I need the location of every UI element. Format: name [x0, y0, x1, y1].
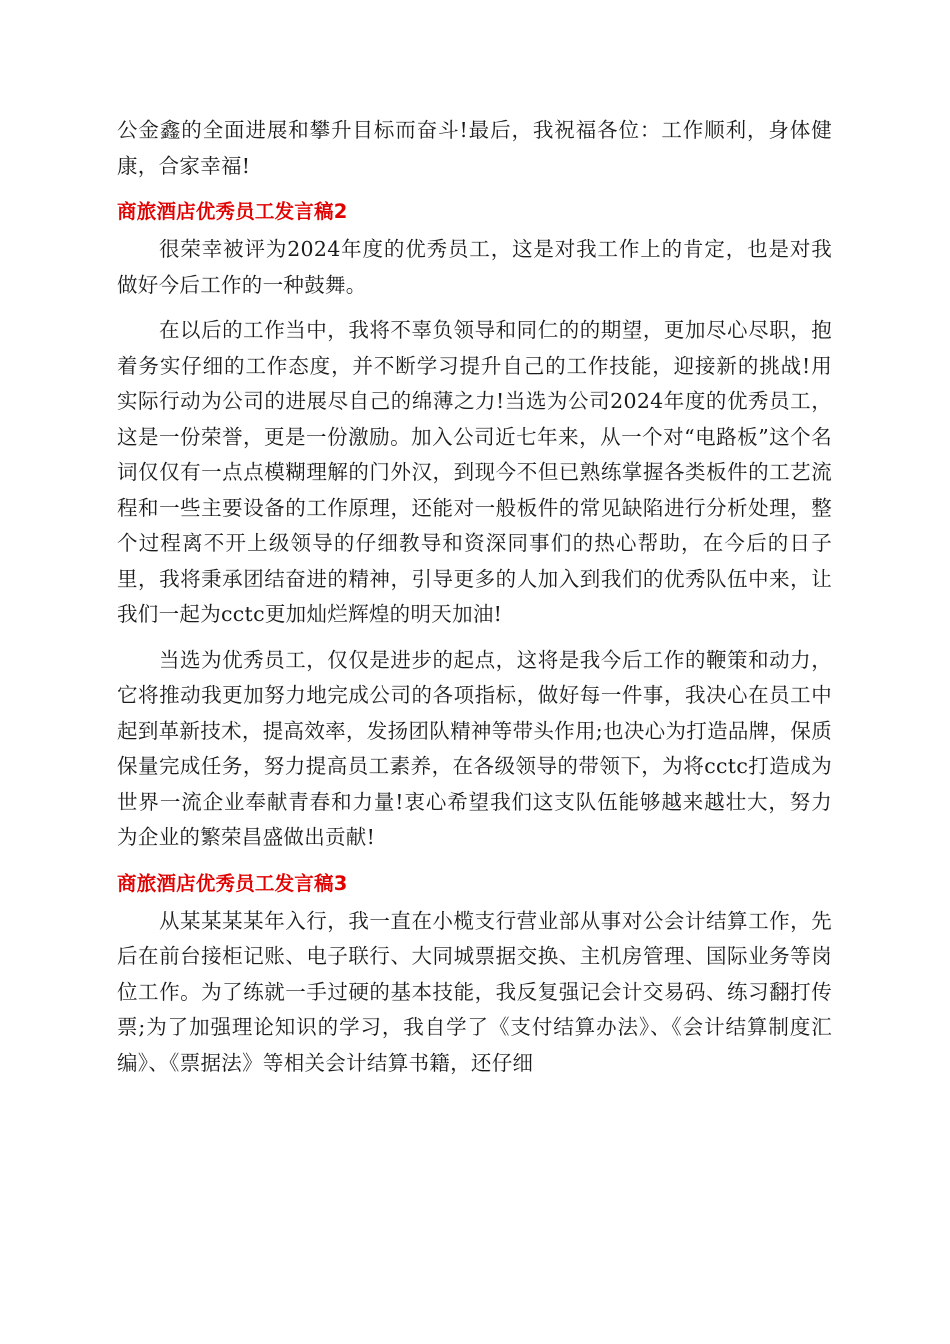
- document-body: [117, 113, 832, 1081]
- section-2-title: 商旅酒店优秀员工发言稿2: [117, 200, 348, 223]
- section-3-paragraph-1: 从某某某某年入行，我一直在小榄支行营业部从事对公会计结算工作，先后在前台接柜记账、电子联行、大同城票据交换、主机房管理、国际业务等岗位工作。为了练就一手过硬的基本技能，我反复强记会计交易码、练习翻打传票;为了加强理论知识的学习，我自学了《支付结算办法》、《会计结算制度汇编》、《票据法》等相关会计结算书籍，还仔细: [117, 908, 832, 1075]
- opening-paragraph: 公金鑫的全面进展和攀升目标而奋斗!最后，我祝福各位：工作顺利，身体健康，合家幸福!: [117, 118, 832, 178]
- section-2-paragraph-3: 当选为优秀员工，仅仅是进步的起点，这将是我今后工作的鞭策和动力，它将推动我更加努力地完成公司的各项指标，做好每一件事，我决心在员工中起到革新技术，提高效率，发扬团队精神等带头作用;也决心为打造品牌，保质保量完成任务，努力提高员工素养，在各级领导的带领下，为将cctc打造成为世界一流企业奉献青春和力量!衷心希望我们这支队伍能够越来越壮大，努力为企业的繁荣昌盛做出贡献!: [117, 647, 832, 849]
- section-2-paragraph-2: 在以后的工作当中，我将不辜负领导和同仁的的期望，更加尽心尽职，抱着务实仔细的工作态度，并不断学习提升自己的工作技能，迎接新的挑战!用实际行动为公司的进展尽自己的绵薄之力!当选为公司2024年度的优秀员工，这是一份荣誉，更是一份激励。加入公司近七年来，从一个对“电路板”这个名词仅仅有一点点模糊理解的门外汉，到现今不但已熟练掌握各类板件的工艺流程和一些主要设备的工作原理，还能对一般板件的常见缺陷进行分析处理，整个过程离不开上级领导的仔细教导和资深同事们的热心帮助，在今后的日子里，我将秉承团结奋进的精神，引导更多的人加入到我们的优秀队伍中来，让我们一起为cctc更加灿烂辉煌的明天加油!: [117, 318, 832, 626]
- section-2-paragraph-1: 很荣幸被评为2024年度的优秀员工，这是对我工作上的肯定，也是对我做好今后工作的一种鼓舞。: [117, 237, 832, 297]
- section-3-title: 商旅酒店优秀员工发言稿3: [117, 871, 348, 895]
